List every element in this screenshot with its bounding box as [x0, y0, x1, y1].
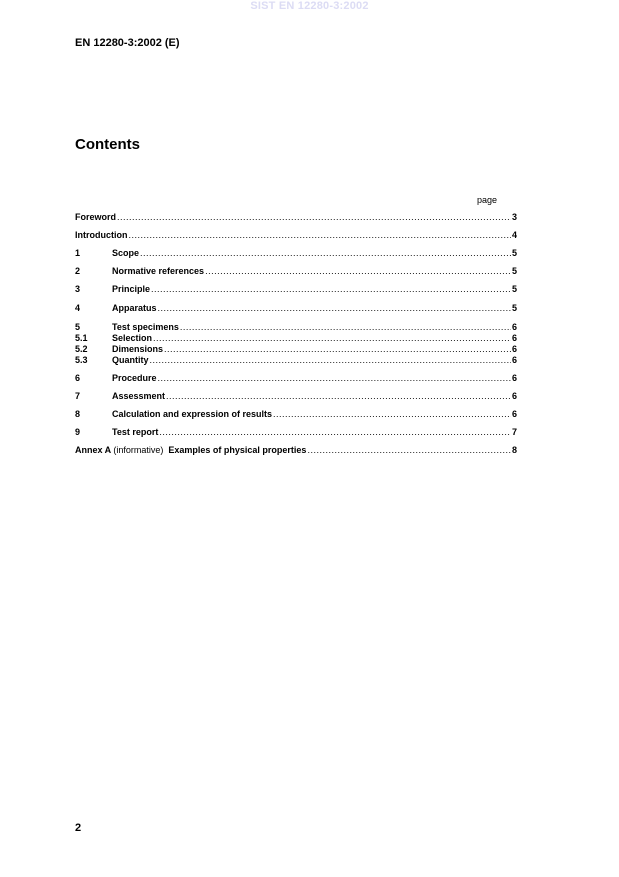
- toc-entry-number: 2: [75, 266, 81, 276]
- toc-entry-number: 1: [75, 248, 81, 258]
- toc-leader-dots: [205, 266, 511, 277]
- toc-entry-page: 4: [511, 230, 517, 240]
- contents-title: Contents: [75, 136, 140, 153]
- toc-entry-foreword[interactable]: [75, 212, 517, 223]
- toc-leader-dots: [166, 391, 511, 402]
- toc-leader-dots: [164, 344, 511, 355]
- toc-entry-page: 6: [511, 333, 517, 343]
- toc-entry-page: 5: [511, 303, 517, 313]
- toc-entry-procedure[interactable]: [75, 373, 517, 384]
- toc-entry-title: Assessment: [112, 391, 166, 401]
- toc-leader-dots: [150, 355, 511, 366]
- toc-entry-title: Dimensions: [112, 344, 164, 354]
- toc-entry-number: 5.2: [75, 344, 88, 354]
- toc-entry-scope[interactable]: [75, 248, 517, 259]
- toc-entry-annex-a[interactable]: [75, 445, 517, 456]
- toc-entry-page: 3: [511, 212, 517, 222]
- toc-entry-number: 7: [75, 391, 81, 401]
- document-id-header: EN 12280-3:2002 (E): [75, 37, 180, 49]
- toc-entry-title: Procedure: [112, 373, 157, 383]
- annex-qualifier: (informative): [113, 445, 164, 455]
- page-column-label: page: [477, 195, 498, 205]
- toc-entry-title: Scope: [112, 248, 140, 258]
- annex-prefix: Annex A: [75, 445, 111, 455]
- watermark: SIST EN 12280-3:2002: [250, 0, 369, 12]
- toc-entry-page: 7: [511, 427, 517, 437]
- toc-entry-title: Introduction: [75, 230, 128, 240]
- toc-entry-title: Quantity: [112, 355, 149, 365]
- toc-entry-test-specimens[interactable]: [75, 322, 517, 333]
- toc-entry-number: 9: [75, 427, 81, 437]
- toc-entry-title: Test report: [112, 427, 159, 437]
- toc-entry-title: Test specimens: [112, 322, 179, 332]
- toc-entry-title: Foreword: [75, 212, 117, 222]
- toc-entry-page: 5: [511, 248, 517, 258]
- toc-entry-title: Apparatus: [112, 303, 157, 313]
- toc-leader-dots: [159, 427, 511, 438]
- toc-leader-dots: [117, 212, 511, 223]
- toc-entry-number: 3: [75, 284, 81, 294]
- toc-leader-dots: [129, 230, 511, 241]
- annex-title: Examples of physical properties: [168, 445, 307, 455]
- toc-entry-page: 6: [511, 344, 517, 354]
- toc-entry-number: 5: [75, 322, 81, 332]
- page-number: 2: [75, 822, 82, 834]
- toc-entry-page: 6: [511, 322, 517, 332]
- toc-entry-introduction[interactable]: [75, 230, 517, 241]
- toc-leader-dots: [151, 284, 511, 295]
- toc-entry-number: 5.1: [75, 333, 88, 343]
- toc-entry-selection[interactable]: [75, 333, 517, 344]
- toc-leader-dots: [307, 445, 511, 456]
- toc-entry-principle[interactable]: [75, 284, 517, 295]
- toc-entry-assessment[interactable]: [75, 391, 517, 402]
- toc-entry-page: 6: [511, 391, 517, 401]
- toc-entry-quantity[interactable]: [75, 355, 517, 366]
- toc-entry-title: Normative references: [112, 266, 205, 276]
- toc-entry-normative-references[interactable]: [75, 266, 517, 277]
- toc-entry-calculation[interactable]: [75, 409, 517, 420]
- toc-entry-number: 6: [75, 373, 81, 383]
- toc-entry-number: 8: [75, 409, 81, 419]
- toc-entry-page: 8: [511, 445, 517, 455]
- toc-entry-page: 6: [511, 355, 517, 365]
- toc-leader-dots: [273, 409, 511, 420]
- toc-leader-dots: [153, 333, 511, 344]
- toc-entry-test-report[interactable]: [75, 427, 517, 438]
- toc-entry-number: 5.3: [75, 355, 88, 365]
- toc-entry-title: Principle: [112, 284, 151, 294]
- toc-leader-dots: [140, 248, 511, 259]
- toc-leader-dots: [158, 303, 511, 314]
- toc-leader-dots: [180, 322, 511, 333]
- toc-entry-page: 6: [511, 409, 517, 419]
- toc-entry-title: [75, 445, 306, 456]
- toc-entry-number: 4: [75, 303, 81, 313]
- table-of-contents: [75, 212, 517, 456]
- toc-entry-dimensions[interactable]: [75, 344, 517, 355]
- toc-entry-page: 5: [511, 266, 517, 276]
- toc-entry-apparatus[interactable]: [75, 303, 517, 314]
- toc-entry-title: Selection: [112, 333, 153, 343]
- toc-entry-title: Calculation and expression of results: [112, 409, 273, 419]
- toc-leader-dots: [158, 373, 511, 384]
- toc-entry-page: 5: [511, 284, 517, 294]
- toc-entry-page: 6: [511, 373, 517, 383]
